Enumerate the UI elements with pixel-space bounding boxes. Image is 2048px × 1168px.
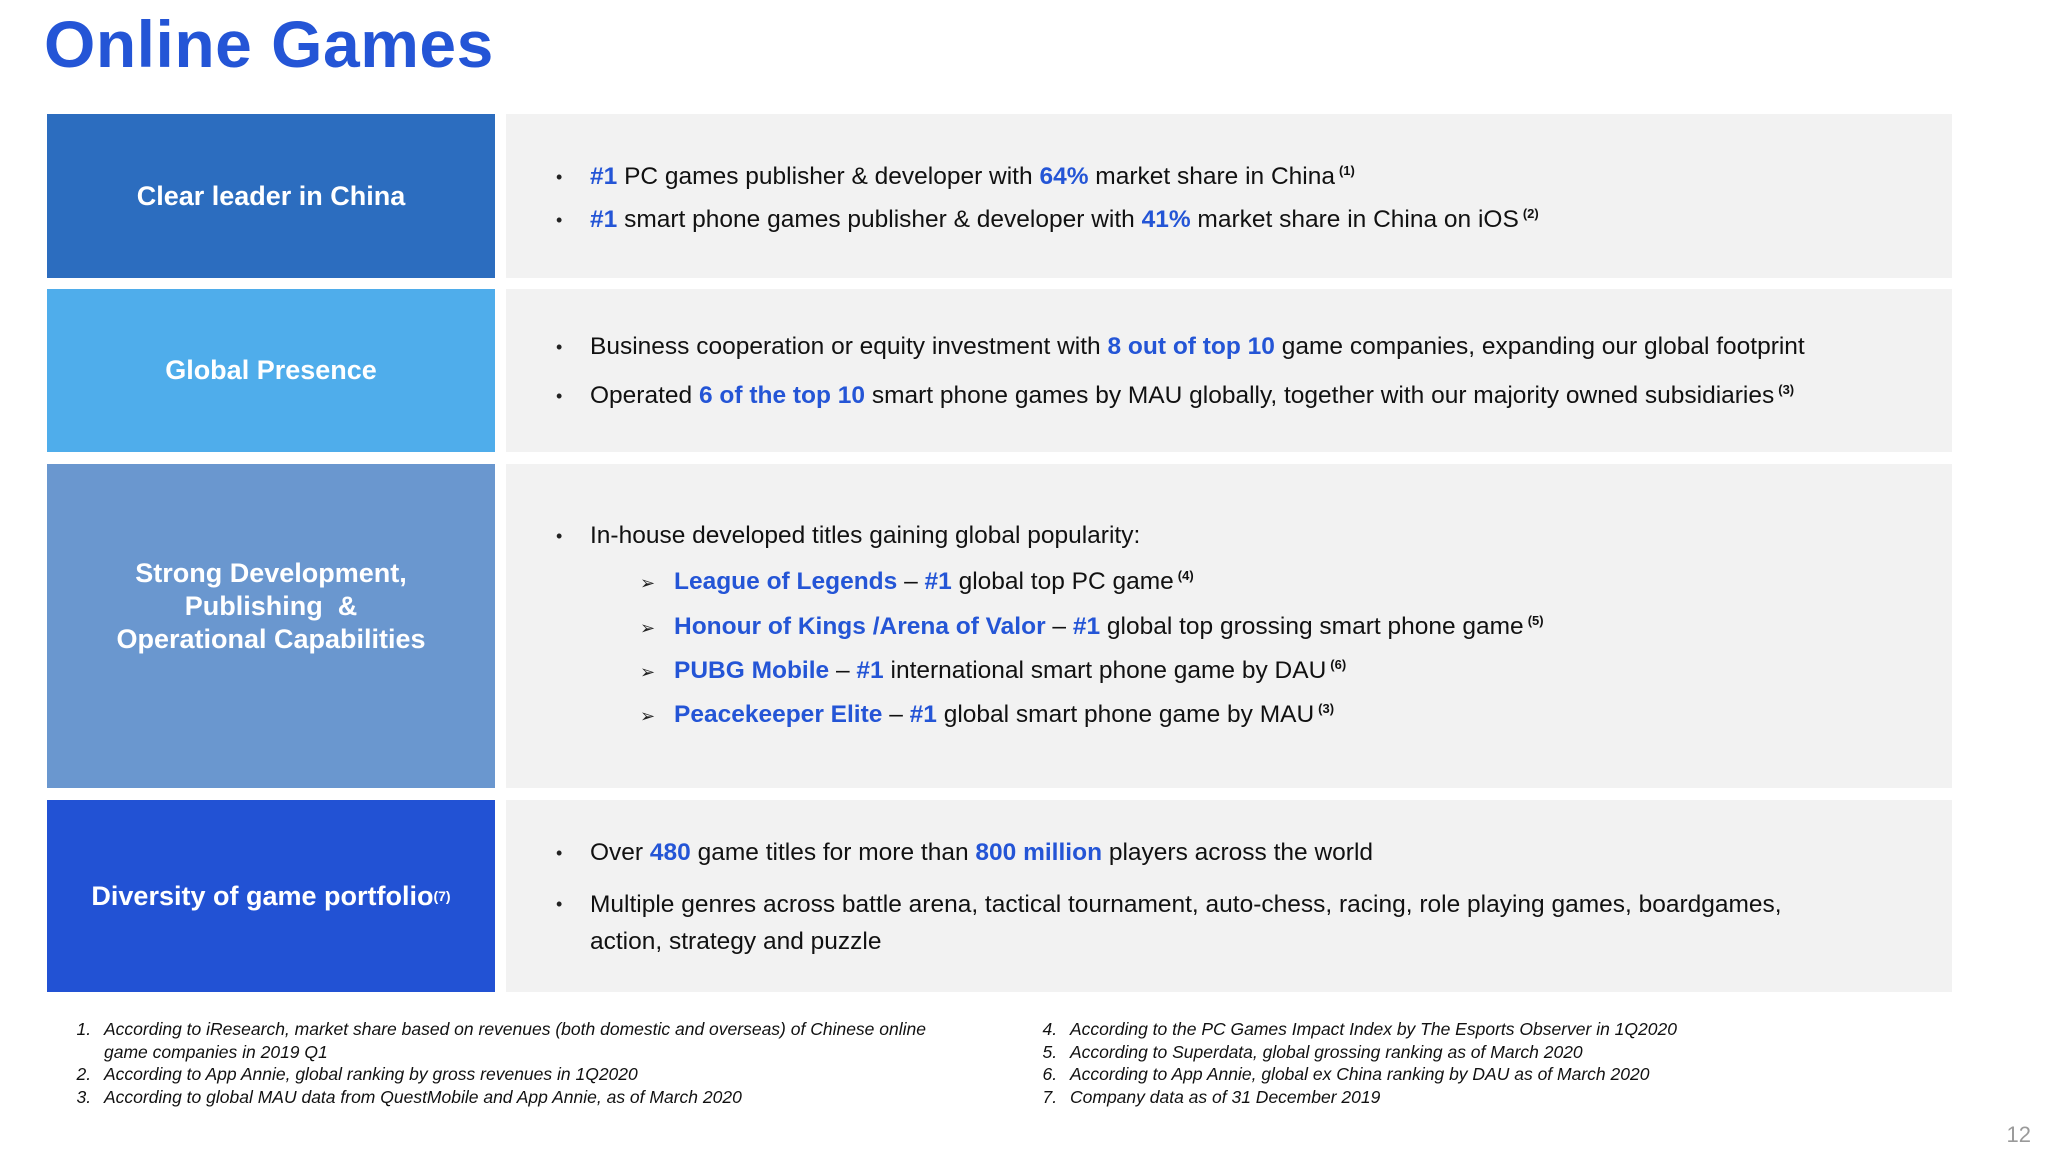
game-title: League of Legends [674, 568, 898, 595]
highlight-text: 6 of the top 10 [698, 382, 866, 409]
bullet-text: global smart phone game by MAU [936, 701, 1315, 728]
bullet-item [556, 331, 1886, 363]
bullet-text: market share in China on iOS [1190, 206, 1519, 233]
game-title: Honour of Kings /Arena of Valor [674, 613, 1046, 640]
highlight-text: 64% [1039, 163, 1089, 190]
footnote-item: 7. Company data as of 31 December 2019 [1062, 1086, 1772, 1109]
bullet-text: market share in China [1088, 163, 1335, 190]
section-label: Global Presence [47, 289, 495, 452]
highlight-text: 41% [1141, 206, 1191, 233]
footnote-ref: (3) [1778, 381, 1795, 397]
rank-text: #1 [856, 657, 884, 684]
bullet-text: Business cooperation or equity investment with [590, 333, 1108, 360]
page-title: Online Games [44, 7, 494, 81]
section-label: Clear leader in China [47, 114, 495, 278]
footnote-item: 5. According to Superdata, global grossing ranking as of March 2020 [1062, 1041, 1772, 1064]
footnotes-left [46, 1018, 936, 1108]
rank-text: #1 [924, 568, 952, 595]
bullet-text: game companies, expanding our global footprint [1274, 333, 1805, 360]
sub-bullet-item [640, 699, 1334, 731]
section-global-presence [47, 289, 1946, 452]
highlight-text: 480 [649, 839, 691, 866]
footnote-ref: (5) [1527, 612, 1544, 628]
footnote-ref: (4) [1177, 567, 1194, 583]
bullet-item [556, 520, 1886, 552]
footnote-item: 4. According to the PC Games Impact Index by The Esports Observer in 1Q2020 [1062, 1018, 1772, 1041]
footnote-item: 6. According to App Annie, global ex China ranking by DAU as of March 2020 [1062, 1063, 1772, 1086]
sub-bullet-item [640, 655, 1346, 687]
bullet-text: game titles for more than [690, 839, 976, 866]
bullet-text: PC games publisher & developer with [617, 163, 1040, 190]
section-panel [506, 289, 1952, 452]
dash-separator: – [1045, 613, 1073, 640]
section-panel [506, 114, 1952, 278]
bullet-text: players across the world [1102, 839, 1374, 866]
section-label-line: Publishing & [184, 590, 358, 621]
highlight-text: #1 [590, 206, 618, 233]
section-label-line: Operational Capabilities [116, 623, 426, 654]
footnote-ref: (1) [1338, 162, 1355, 178]
highlight-text: 800 million [975, 839, 1103, 866]
footnote-ref: (3) [1318, 700, 1335, 716]
footnotes-right [1012, 1018, 1772, 1108]
game-title: PUBG Mobile [674, 657, 830, 684]
section-label-text: Diversity of game portfolio [91, 880, 434, 911]
section-diversity [47, 800, 1946, 992]
section-label: Diversity of game portfolio (7) [47, 800, 495, 992]
bullet-text: global top PC game [951, 568, 1174, 595]
bullet-text: Over [590, 839, 650, 866]
bullet-text: Operated [590, 382, 699, 409]
footnote-item: 1. According to iResearch, market share based on revenues (both domestic and overseas) of Chinese online game companies in 2019 Q1 [96, 1018, 936, 1063]
footnote-ref: (2) [1522, 205, 1539, 221]
page-number: 12 [2006, 1122, 2031, 1147]
bullet-item [556, 837, 1886, 869]
bullet-text: In-house developed titles gaining global popularity: [590, 522, 1141, 549]
bullet-text: Multiple genres across battle arena, tactical tournament, auto-chess, racing, role playing games, boardgames, action, strategy and puzzle [590, 891, 1782, 955]
sub-bullet-item [640, 566, 1194, 598]
section-development [47, 464, 1946, 788]
section-label-line: Strong Development, [135, 557, 407, 588]
footnote-item: 2. According to App Annie, global ranking by gross revenues in 1Q2020 [96, 1063, 936, 1086]
footnote-ref: (6) [1330, 656, 1347, 672]
bullet-item [556, 161, 1886, 193]
bullet-item [556, 380, 1886, 412]
highlight-text: #1 [590, 163, 618, 190]
footnote-item: 3. According to global MAU data from QuestMobile and App Annie, as of March 2020 [96, 1086, 936, 1109]
rank-text: #1 [909, 701, 937, 728]
bullet-text: smart phone games by MAU globally, together with our majority owned subsidiaries [865, 382, 1775, 409]
sub-bullet-item [640, 611, 1544, 643]
dash-separator: – [897, 568, 925, 595]
bullet-text: international smart phone game by DAU [883, 657, 1327, 684]
bullet-item [556, 204, 1886, 236]
dash-separator: – [829, 657, 857, 684]
bullet-text: global top grossing smart phone game [1100, 613, 1524, 640]
highlight-text: 8 out of top 10 [1107, 333, 1275, 360]
bullet-text: smart phone games publisher & developer with [617, 206, 1142, 233]
section-panel [506, 800, 1952, 992]
section-panel [506, 464, 1952, 788]
game-title: Peacekeeper Elite [674, 701, 883, 728]
dash-separator: – [882, 701, 910, 728]
section-label [47, 464, 495, 788]
bullet-item [556, 886, 1846, 960]
rank-text: #1 [1072, 613, 1101, 640]
section-clear-leader [47, 114, 1946, 278]
